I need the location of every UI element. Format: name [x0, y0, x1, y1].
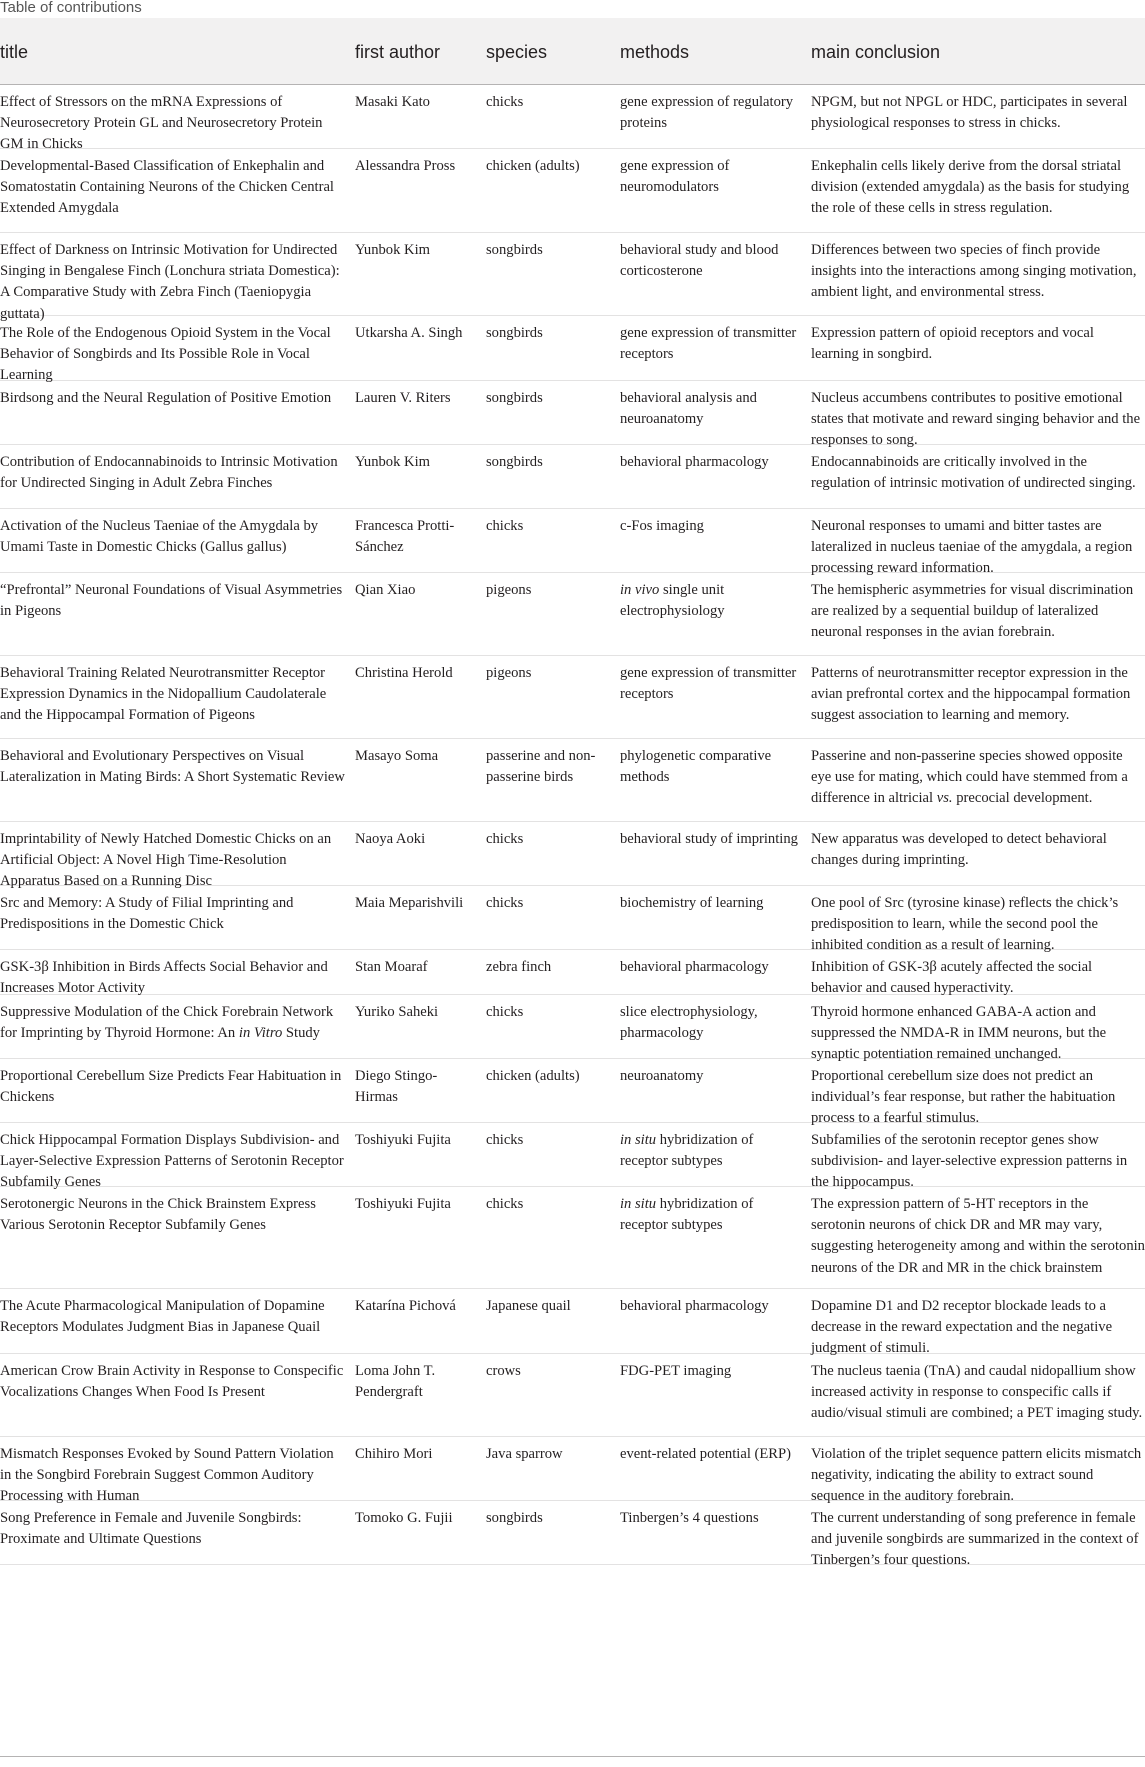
cell-methods: Tinbergen’s 4 questions	[620, 1510, 759, 1526]
table-row	[0, 316, 1145, 384]
cell-main-conclusion: Patterns of neurotransmitter receptor expression in the avian prefrontal cortex and the hippocampal formation suggest association to learning and memory.	[811, 665, 1131, 724]
cell-species: pigeons	[486, 665, 532, 681]
column-header-species: species	[486, 41, 548, 62]
cell-species: chicks	[486, 518, 524, 534]
cell-species: songbirds	[486, 454, 543, 470]
cell-species: chicks	[486, 94, 524, 110]
table-row	[0, 1187, 1145, 1289]
cell-main-conclusion: Violation of the triplet sequence pattern elicits mismatch negativity, indicating the ability to extract sound sequence in the auditory forebrain.	[811, 1446, 1142, 1505]
cell-main-conclusion: Subfamilies of the serotonin receptor genes show subdivision- and layer-selective expression patterns in the hippocampus.	[811, 1132, 1128, 1191]
table-row	[0, 445, 1145, 509]
table-row	[0, 656, 1145, 739]
cell-title: Serotonergic Neurons in the Chick Brainstem Express Various Serotonin Receptor Subfamily Genes	[0, 1196, 316, 1234]
table-bottom-rule	[0, 1756, 1145, 1757]
cell-first-author: Loma John T. Pendergraft	[355, 1363, 436, 1401]
cell-methods: in situ hybridization of receptor subtypes	[620, 1196, 754, 1234]
cell-main-conclusion: One pool of Src (tyrosine kinase) reflects the chick’s predisposition to learn, while the second pool the inhibited condition as a result of learning.	[811, 895, 1119, 954]
cell-title: Src and Memory: A Study of Filial Imprinting and Predispositions in the Domestic Chick	[0, 895, 294, 933]
table-row	[0, 1289, 1145, 1357]
cell-methods: slice electrophysiology, pharmacology	[620, 1004, 758, 1042]
cell-main-conclusion: NPGM, but not NPGL or HDC, participates in several physiological responses to stress in chicks.	[811, 94, 1128, 132]
cell-species: songbirds	[486, 390, 543, 406]
cell-first-author: Utkarsha A. Singh	[355, 325, 463, 341]
table-row	[0, 509, 1145, 577]
cell-first-author: Yunbok Kim	[355, 454, 430, 470]
cell-first-author: Diego Stingo-Hirmas	[355, 1068, 438, 1106]
table-row	[0, 573, 1145, 656]
cell-first-author: Lauren V. Riters	[355, 390, 451, 406]
cell-species: crows	[486, 1363, 521, 1379]
cell-species: songbirds	[486, 325, 543, 341]
cell-species: chicken (adults)	[486, 158, 580, 174]
cell-first-author: Chihiro Mori	[355, 1446, 433, 1462]
cell-species: songbirds	[486, 242, 543, 258]
cell-main-conclusion: Thyroid hormone enhanced GABA-A action and suppressed the NMDA-R in IMM neurons, but the synaptic potentiation remained unchanged.	[811, 1004, 1107, 1063]
cell-first-author: Katarína Pichová	[355, 1298, 456, 1314]
cell-title: Suppressive Modulation of the Chick Forebrain Network for Imprinting by Thyroid Hormone: An in Vitro Study	[0, 1004, 334, 1042]
cell-first-author: Yuriko Saheki	[355, 1004, 439, 1020]
cell-main-conclusion: The nucleus taenia (TnA) and caudal nidopallium show increased activity in response to conspecific calls if audio/visual stimuli are combined; a PET imaging study.	[811, 1363, 1143, 1422]
table-row	[0, 233, 1145, 322]
cell-first-author: Alessandra Pross	[355, 158, 456, 174]
cell-first-author: Tomoko G. Fujii	[355, 1510, 453, 1526]
cell-methods: behavioral study of imprinting	[620, 831, 798, 847]
table-caption: Table of contributions	[0, 0, 142, 16]
table-row	[0, 822, 1145, 890]
cell-title: Effect of Stressors on the mRNA Expressions of Neurosecretory Protein GL and Neurosecretory Protein GM in Chicks	[0, 94, 323, 153]
cell-main-conclusion: Endocannabinoids are critically involved in the regulation of intrinsic motivation of undirected singing.	[811, 454, 1136, 492]
cell-main-conclusion: Differences between two species of finch provide insights into the interactions among singing motivation, ambient light, and environmental stress.	[811, 242, 1137, 301]
cell-methods: behavioral pharmacology	[620, 959, 769, 975]
table-row	[0, 1059, 1145, 1127]
cell-main-conclusion: Neuronal responses to umami and bitter tastes are lateralized in nucleus taeniae of the amygdala, a region processing reward information.	[811, 518, 1133, 577]
cell-methods: behavioral pharmacology	[620, 1298, 769, 1314]
cell-methods: gene expression of neuromodulators	[620, 158, 730, 196]
cell-first-author: Stan Moaraf	[355, 959, 428, 975]
cell-title: American Crow Brain Activity in Response to Conspecific Vocalizations Changes When Food Is Present	[0, 1363, 344, 1401]
table-row	[0, 149, 1145, 233]
cell-species: pigeons	[486, 582, 532, 598]
cell-species: zebra finch	[486, 959, 552, 975]
table-row	[0, 995, 1145, 1063]
cell-methods: in situ hybridization of receptor subtypes	[620, 1132, 754, 1170]
column-header-first-author: first author	[355, 41, 441, 62]
cell-main-conclusion: Expression pattern of opioid receptors and vocal learning in songbird.	[811, 325, 1094, 363]
cell-methods: neuroanatomy	[620, 1068, 704, 1084]
table-body	[0, 85, 1145, 1569]
cell-species: Japanese quail	[486, 1298, 571, 1314]
cell-first-author: Francesca Protti-Sánchez	[355, 518, 455, 556]
cell-species: chicks	[486, 1132, 524, 1148]
cell-title: The Role of the Endogenous Opioid System in the Vocal Behavior of Songbirds and Its Possible Role in Vocal Learning	[0, 325, 331, 384]
cell-title: Imprintability of Newly Hatched Domestic Chicks on an Artificial Object: A Novel High Time-Resolution Apparatus Based on a Running Disc	[0, 831, 332, 890]
cell-species: passerine and non-passerine birds	[486, 748, 596, 786]
table-row	[0, 1501, 1145, 1569]
cell-title: Proportional Cerebellum Size Predicts Fear Habituation in Chickens	[0, 1068, 342, 1106]
cell-title: Contribution of Endocannabinoids to Intrinsic Motivation for Undirected Singing in Adult Zebra Finches	[0, 454, 338, 492]
cell-title: Birdsong and the Neural Regulation of Positive Emotion	[0, 390, 332, 406]
cell-title: Effect of Darkness on Intrinsic Motivation for Undirected Singing in Bengalese Finch (Lonchura striata Domestica): A Comparative Study with Zebra Finch (Taeniopygia guttata)	[0, 242, 340, 322]
cell-first-author: Toshiyuki Fujita	[355, 1196, 451, 1212]
cell-title: Song Preference in Female and Juvenile Songbirds: Proximate and Ultimate Questions	[0, 1510, 302, 1548]
cell-methods: event-related potential (ERP)	[620, 1446, 792, 1462]
contributions-table	[0, 18, 1145, 1569]
table-header	[0, 18, 1145, 85]
cell-methods: biochemistry of learning	[620, 895, 764, 911]
column-header-title: title	[0, 41, 29, 62]
cell-main-conclusion: The current understanding of song preference in female and juvenile songbirds are summarized in the context of Tinbergen’s four questions.	[811, 1510, 1139, 1569]
table-row	[0, 1123, 1145, 1191]
cell-methods: phylogenetic comparative methods	[620, 748, 772, 786]
cell-title: Chick Hippocampal Formation Displays Subdivision- and Layer-Selective Expression Patterns of Serotonin Receptor Subfamily Genes	[0, 1132, 344, 1191]
table-row	[0, 381, 1145, 449]
cell-first-author: Maia Meparishvili	[355, 895, 464, 911]
cell-species: songbirds	[486, 1510, 543, 1526]
table-row	[0, 1437, 1145, 1505]
cell-title: Developmental-Based Classification of Enkephalin and Somatostatin Containing Neurons of the Chicken Central Extended Amygdala	[0, 158, 334, 217]
cell-title: Behavioral and Evolutionary Perspectives on Visual Lateralization in Mating Birds: A Short Systematic Review	[0, 748, 345, 786]
cell-title: Mismatch Responses Evoked by Sound Pattern Violation in the Songbird Forebrain Suggest Common Auditory Processing with Human	[0, 1446, 334, 1505]
cell-methods: behavioral study and blood corticosterone	[620, 242, 779, 280]
table-row	[0, 1354, 1145, 1437]
cell-main-conclusion: Inhibition of GSK-3β acutely affected the social behavior and caused hyperactivity.	[811, 959, 1093, 997]
cell-first-author: Toshiyuki Fujita	[355, 1132, 451, 1148]
cell-species: chicks	[486, 895, 524, 911]
cell-title: Activation of the Nucleus Taeniae of the Amygdala by Umami Taste in Domestic Chicks (Gallus gallus)	[0, 518, 319, 556]
column-header-main-conclusion: main conclusion	[811, 41, 941, 62]
cell-main-conclusion: New apparatus was developed to detect behavioral changes during imprinting.	[811, 831, 1107, 869]
cell-first-author: Naoya Aoki	[355, 831, 426, 847]
cell-methods: c-Fos imaging	[620, 518, 704, 534]
table-row	[0, 739, 1145, 822]
cell-main-conclusion: The hemispheric asymmetries for visual discrimination are realized by a sequential buildup of lateralized neuronal responses in the avian forebrain.	[811, 582, 1134, 641]
cell-methods: behavioral pharmacology	[620, 454, 769, 470]
cell-methods: gene expression of regulatory proteins	[620, 94, 794, 132]
cell-species: chicks	[486, 1196, 524, 1212]
cell-species: chicks	[486, 1004, 524, 1020]
cell-methods: gene expression of transmitter receptors	[620, 665, 797, 703]
cell-first-author: Masaki Kato	[355, 94, 430, 110]
table-row	[0, 950, 1145, 995]
cell-main-conclusion: The expression pattern of 5-HT receptors in the serotonin neurons of chick DR and MR may vary, suggesting heterogeneity among and within the serotonin neurons of the DR and MR in the chick brainstem	[811, 1196, 1145, 1276]
cell-first-author: Yunbok Kim	[355, 242, 430, 258]
cell-main-conclusion: Proportional cerebellum size does not predict an individual’s fear response, but rather the habituation process to a fearful stimulus.	[811, 1068, 1116, 1127]
cell-species: chicken (adults)	[486, 1068, 580, 1084]
cell-species: Java sparrow	[486, 1446, 563, 1462]
cell-first-author: Masayo Soma	[355, 748, 439, 764]
cell-methods: FDG-PET imaging	[620, 1363, 732, 1379]
cell-main-conclusion: Passerine and non-passerine species showed opposite eye use for mating, which could have stemmed from a difference in altricial vs. precocial development.	[811, 748, 1128, 807]
cell-methods: in vivo single unit electrophysiology	[620, 582, 725, 620]
cell-first-author: Qian Xiao	[355, 582, 416, 598]
cell-title: GSK-3β Inhibition in Birds Affects Social Behavior and Increases Motor Activity	[0, 959, 328, 997]
column-header-methods: methods	[620, 41, 690, 62]
cell-species: chicks	[486, 831, 524, 847]
cell-methods: behavioral analysis and neuroanatomy	[620, 390, 757, 428]
cell-title: The Acute Pharmacological Manipulation of Dopamine Receptors Modulates Judgment Bias in Japanese Quail	[0, 1298, 325, 1336]
cell-first-author: Christina Herold	[355, 665, 453, 681]
cell-main-conclusion: Dopamine D1 and D2 receptor blockade leads to a decrease in the reward expectation and the negative judgment of stimuli.	[811, 1298, 1113, 1357]
table-row	[0, 85, 1145, 153]
cell-methods: gene expression of transmitter receptors	[620, 325, 797, 363]
cell-main-conclusion: Enkephalin cells likely derive from the dorsal striatal division (extended amygdala) as the basis for studying the role of these cells in stress regulation.	[811, 158, 1130, 217]
cell-title: Behavioral Training Related Neurotransmitter Receptor Expression Dynamics in the Nidopallium Caudolaterale and the Hippocampal Formation of Pigeons	[0, 665, 327, 724]
table-row	[0, 886, 1145, 954]
cell-main-conclusion: Nucleus accumbens contributes to positive emotional states that motivate and reward singing behavior and the responses to song.	[811, 390, 1141, 449]
cell-title: “Prefrontal” Neuronal Foundations of Visual Asymmetries in Pigeons	[0, 582, 343, 620]
